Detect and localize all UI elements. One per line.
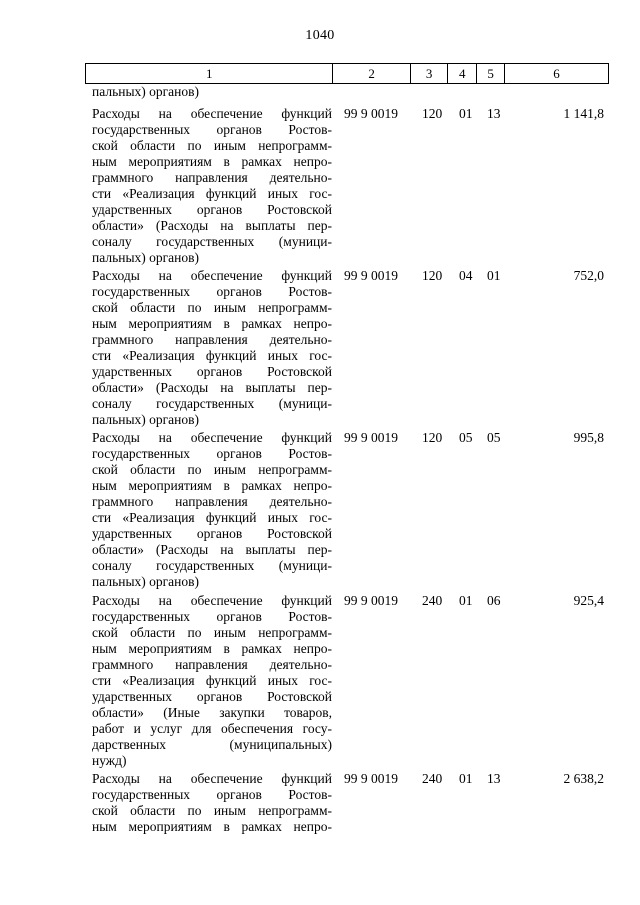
amount-value: 1 141,8	[563, 106, 604, 121]
description-line: области» (Расходы на выплаты пер-	[92, 380, 332, 395]
expense-type-code: 240	[422, 593, 443, 608]
section-code: 01	[459, 771, 473, 786]
description-line: ным мероприятиям в рамках непро-	[92, 819, 332, 834]
description-line: сти «Реализация функций иных гос-	[92, 510, 332, 525]
description-line: ской области по иным непрограмм-	[92, 300, 332, 315]
description-line: Расходы на обеспечение функций	[92, 593, 332, 608]
description-line: работ и услуг для обеспечения госу-	[92, 721, 332, 736]
description-line: ской области по иным непрограмм-	[92, 138, 332, 153]
description-line: ударственных органов Ростовской	[92, 202, 332, 217]
description-line: ударственных органов Ростовской	[92, 364, 332, 379]
target-article-code: 99 9 0019	[344, 771, 398, 786]
target-article-code: 99 9 0019	[344, 268, 398, 283]
expense-type-code: 120	[422, 106, 443, 121]
row-description	[92, 106, 332, 266]
column-header-5: 5	[477, 64, 505, 84]
continuation-text: пальных) органов)	[92, 84, 200, 99]
expense-type-code: 240	[422, 771, 443, 786]
description-line: граммного направления деятельно-	[92, 494, 332, 509]
description-line: государственных органов Ростов-	[92, 787, 332, 802]
description-line: ударственных органов Ростовской	[92, 526, 332, 541]
description-line: нужд)	[92, 753, 127, 768]
description-line: ской области по иным непрограмм-	[92, 625, 332, 640]
description-line: дарственных (муниципальных)	[92, 737, 332, 752]
target-article-code: 99 9 0019	[344, 430, 398, 445]
amount-value: 2 638,2	[563, 771, 604, 786]
description-line: ской области по иным непрограмм-	[92, 803, 332, 818]
section-code: 04	[459, 268, 473, 283]
description-line: сти «Реализация функций иных гос-	[92, 348, 332, 363]
description-line: граммного направления деятельно-	[92, 332, 332, 347]
expense-type-code: 120	[422, 430, 443, 445]
subsection-code: 01	[487, 268, 501, 283]
description-line: пальных) органов)	[92, 250, 200, 265]
description-line: Расходы на обеспечение функций	[92, 268, 332, 283]
description-line: соналу государственных (муници-	[92, 234, 332, 249]
description-line: ным мероприятиям в рамках непро-	[92, 478, 332, 493]
table-header	[85, 63, 609, 84]
column-header-4: 4	[448, 64, 477, 84]
description-line: граммного направления деятельно-	[92, 657, 332, 672]
description-line: соналу государственных (муници-	[92, 558, 332, 573]
subsection-code: 06	[487, 593, 501, 608]
description-line: пальных) органов)	[92, 574, 200, 589]
description-line: ударственных органов Ростовской	[92, 689, 332, 704]
section-code: 05	[459, 430, 473, 445]
column-header-2: 2	[333, 64, 410, 84]
description-line: государственных органов Ростов-	[92, 609, 332, 624]
amount-value: 995,8	[573, 430, 604, 445]
row-description	[92, 593, 332, 769]
description-line: Расходы на обеспечение функций	[92, 106, 332, 121]
subsection-code: 13	[487, 771, 501, 786]
row-description	[92, 268, 332, 428]
description-line: области» (Расходы на выплаты пер-	[92, 542, 332, 557]
description-line: государственных органов Ростов-	[92, 122, 332, 137]
description-line: области» (Расходы на выплаты пер-	[92, 218, 332, 233]
page-number: 1040	[305, 28, 335, 43]
column-header-6: 6	[504, 64, 608, 84]
subsection-code: 13	[487, 106, 501, 121]
description-line: граммного направления деятельно-	[92, 170, 332, 185]
description-line: ным мероприятиям в рамках непро-	[92, 641, 332, 656]
subsection-code: 05	[487, 430, 501, 445]
description-line: ным мероприятиям в рамках непро-	[92, 316, 332, 331]
section-code: 01	[459, 593, 473, 608]
target-article-code: 99 9 0019	[344, 593, 398, 608]
amount-value: 925,4	[573, 593, 604, 608]
column-header-1: 1	[86, 64, 333, 84]
description-line: ской области по иным непрограмм-	[92, 462, 332, 477]
description-line: сти «Реализация функций иных гос-	[92, 186, 332, 201]
column-header-3: 3	[410, 64, 448, 84]
description-line: области» (Иные закупки товаров,	[92, 705, 332, 720]
description-line: пальных) органов)	[92, 412, 200, 427]
amount-value: 752,0	[573, 268, 604, 283]
description-line: Расходы на обеспечение функций	[92, 771, 332, 786]
description-line: соналу государственных (муници-	[92, 396, 332, 411]
row-description	[92, 430, 332, 590]
expense-type-code: 120	[422, 268, 443, 283]
description-line: государственных органов Ростов-	[92, 284, 332, 299]
section-code: 01	[459, 106, 473, 121]
description-line: государственных органов Ростов-	[92, 446, 332, 461]
description-line: Расходы на обеспечение функций	[92, 430, 332, 445]
row-description	[92, 771, 332, 835]
target-article-code: 99 9 0019	[344, 106, 398, 121]
description-line: ным мероприятиям в рамках непро-	[92, 154, 332, 169]
description-line: сти «Реализация функций иных гос-	[92, 673, 332, 688]
